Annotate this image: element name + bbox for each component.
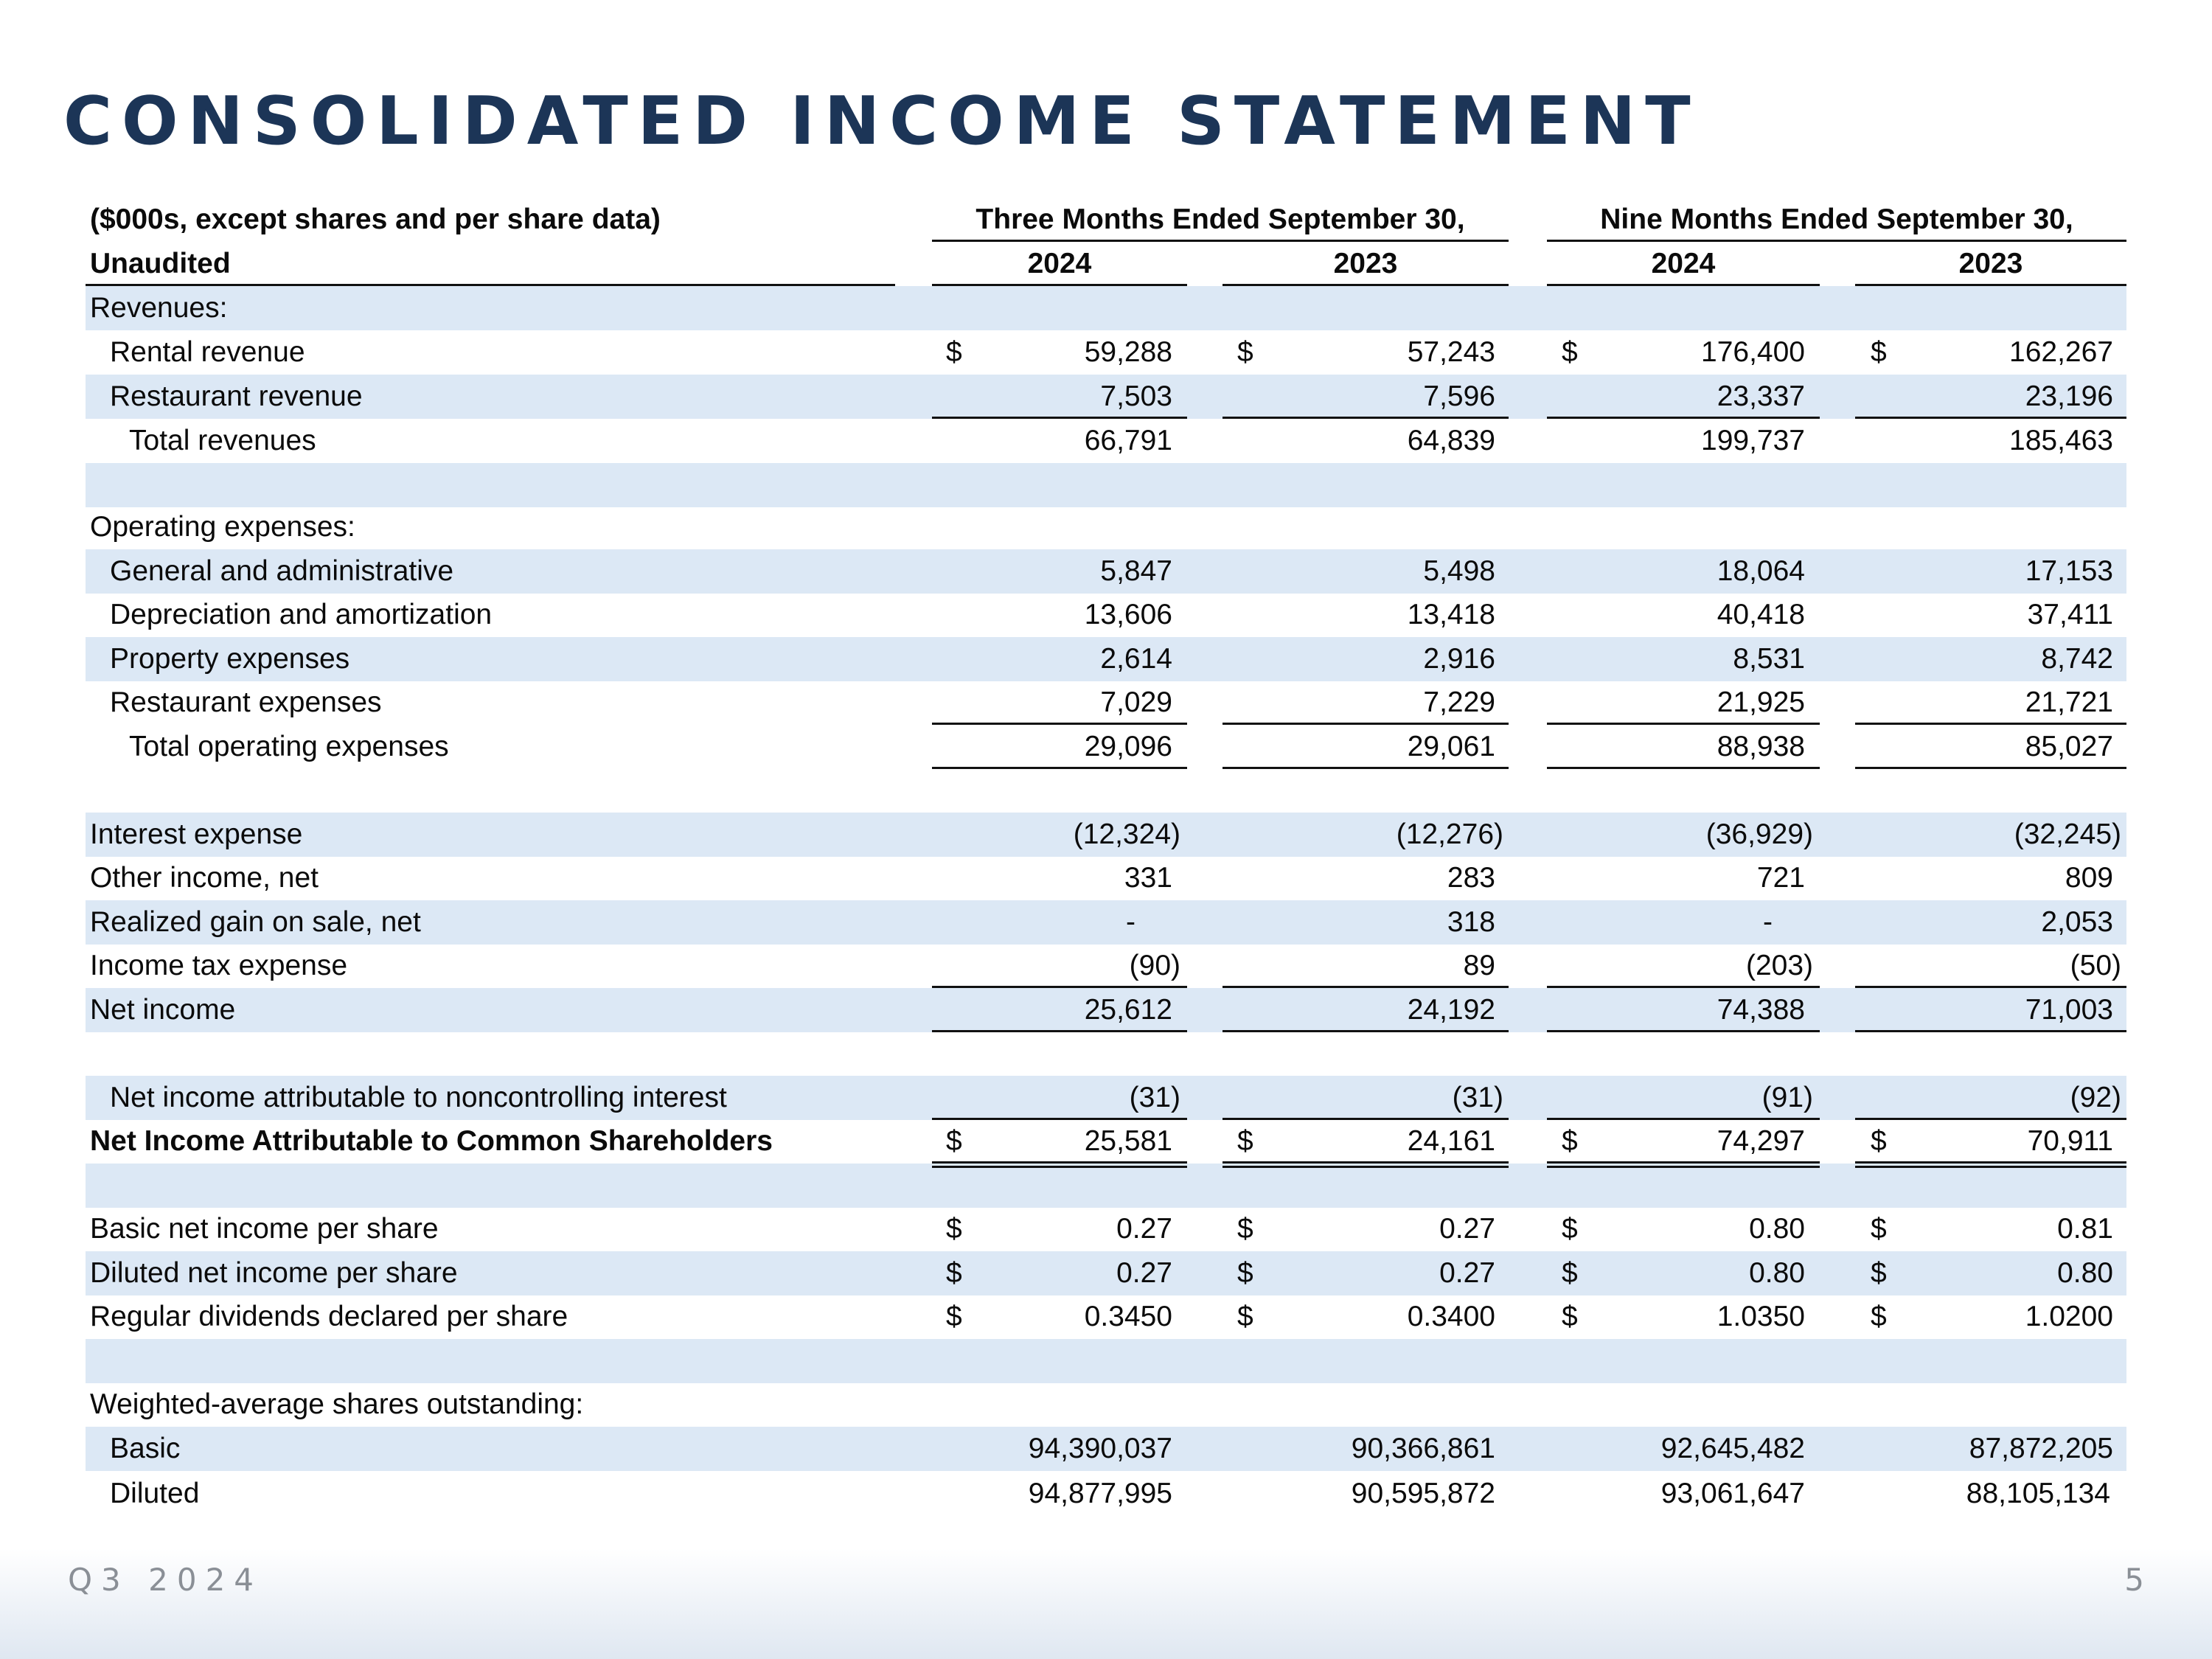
value-q3-2024: 0.27 — [1116, 1257, 1172, 1289]
total-rule — [932, 1030, 1187, 1032]
value-q3-2023: 318 — [1447, 906, 1495, 938]
header-rule — [932, 284, 1187, 286]
value-q3-2024: 7,029 — [1100, 686, 1172, 718]
year-header-q3-2024: 2024 — [1027, 248, 1092, 279]
subtotal-rule — [932, 417, 1187, 419]
value-q3-2023: 0.3400 — [1407, 1301, 1495, 1332]
value-ytd-2023: 809 — [2065, 862, 2113, 894]
value-ytd-2024: 93,061,647 — [1660, 1478, 1805, 1509]
grand-total-rule — [1855, 1161, 2126, 1168]
year-header-ytd-2023: 2023 — [1958, 248, 2023, 279]
value-q3-2024: 2,614 — [1100, 643, 1172, 675]
value-q3-2024: 331 — [1124, 862, 1172, 894]
value-ytd-2023: 1.0200 — [2025, 1301, 2113, 1332]
value-ytd-2023: 23,196 — [2025, 380, 2113, 412]
row-label: Income tax expense — [90, 950, 348, 981]
currency-symbol: $ — [1871, 336, 1887, 368]
value-q3-2024: (31) — [1129, 1082, 1180, 1113]
row-label: Net income attributable to noncontrolling interest — [110, 1082, 727, 1113]
value-ytd-2023: (32,245) — [2014, 818, 2121, 850]
value-q3-2024: 5,847 — [1100, 555, 1172, 587]
subtotal-rule — [932, 1118, 1187, 1120]
row-label: Total revenues — [129, 425, 316, 456]
value-ytd-2023: 17,153 — [2025, 555, 2113, 587]
units-note: ($000s, except shares and per share data) — [90, 204, 661, 235]
subtotal-rule — [1222, 986, 1509, 988]
subtotal-rule — [1547, 723, 1820, 725]
currency-symbol: $ — [1871, 1213, 1887, 1245]
currency-symbol: $ — [1237, 1301, 1253, 1332]
value-ytd-2023: 87,872,205 — [1969, 1433, 2113, 1464]
value-ytd-2023: 162,267 — [2009, 336, 2113, 368]
subtotal-rule — [1547, 417, 1820, 419]
value-q3-2024: (90) — [1129, 950, 1180, 981]
value-q3-2023: 64,839 — [1407, 425, 1495, 456]
currency-symbol: $ — [1562, 1301, 1578, 1332]
row-label: Restaurant expenses — [110, 686, 382, 718]
footer-period: Q3 2024 — [68, 1562, 263, 1598]
total-rule — [1222, 767, 1509, 769]
value-q3-2023: 13,418 — [1407, 599, 1495, 630]
row-label: General and administrative — [110, 555, 454, 587]
value-q3-2023: 283 — [1447, 862, 1495, 894]
value-ytd-2024: 721 — [1756, 862, 1805, 894]
row-label: Restaurant revenue — [110, 380, 363, 412]
value-ytd-2023: 0.81 — [2057, 1213, 2113, 1245]
value-ytd-2023: 21,721 — [2025, 686, 2113, 718]
value-ytd-2024: 0.80 — [1749, 1213, 1805, 1245]
total-rule — [932, 767, 1187, 769]
total-rule — [1855, 1030, 2126, 1032]
value-ytd-2023: 88,105,134 — [1966, 1478, 2110, 1509]
value-q3-2023: 7,596 — [1423, 380, 1495, 412]
row-label: Diluted — [110, 1478, 200, 1509]
value-ytd-2024: 176,400 — [1701, 336, 1805, 368]
value-ytd-2023: 0.80 — [2057, 1257, 2113, 1289]
value-ytd-2024: 1.0350 — [1717, 1301, 1805, 1332]
row-label: Regular dividends declared per share — [90, 1301, 568, 1332]
subtotal-rule — [1222, 1118, 1509, 1120]
subtotal-rule — [1547, 986, 1820, 988]
value-ytd-2023: 2,053 — [2041, 906, 2113, 938]
currency-symbol: $ — [946, 336, 962, 368]
subtotal-rule — [1855, 723, 2126, 725]
currency-symbol: $ — [1237, 1125, 1253, 1157]
row-label: Total operating expenses — [129, 731, 449, 762]
row-label: Basic — [110, 1433, 181, 1464]
header-rule — [1547, 240, 2126, 242]
value-ytd-2024: 23,337 — [1717, 380, 1805, 412]
three-months-header: Three Months Ended September 30, — [975, 204, 1465, 235]
currency-symbol: $ — [1871, 1125, 1887, 1157]
row-label: Net income — [90, 994, 236, 1026]
currency-symbol: $ — [946, 1125, 962, 1157]
currency-symbol: $ — [1871, 1301, 1887, 1332]
value-q3-2023: 29,061 — [1407, 731, 1495, 762]
subtotal-rule — [932, 986, 1187, 988]
subtotal-rule — [932, 723, 1187, 725]
value-ytd-2024: 0.80 — [1749, 1257, 1805, 1289]
value-ytd-2024: 74,297 — [1717, 1125, 1805, 1157]
value-ytd-2024: 21,925 — [1717, 686, 1805, 718]
value-q3-2024: 66,791 — [1084, 425, 1172, 456]
value-ytd-2024: 88,938 — [1717, 731, 1805, 762]
currency-symbol: $ — [946, 1257, 962, 1289]
income-statement-table — [0, 198, 2212, 1525]
row-label: Realized gain on sale, net — [90, 906, 421, 938]
page-number: 5 — [2124, 1562, 2144, 1598]
value-q3-2024: - — [1126, 906, 1135, 938]
value-q3-2023: 89 — [1463, 950, 1495, 981]
value-ytd-2024: (91) — [1761, 1082, 1813, 1113]
value-q3-2024: 7,503 — [1100, 380, 1172, 412]
value-q3-2023: 57,243 — [1407, 336, 1495, 368]
currency-symbol: $ — [1237, 336, 1253, 368]
currency-symbol: $ — [946, 1301, 962, 1332]
year-header-q3-2023: 2023 — [1333, 248, 1398, 279]
row-label: Depreciation and amortization — [110, 599, 493, 630]
value-ytd-2024: 92,645,482 — [1660, 1433, 1805, 1464]
grand-total-rule — [932, 1161, 1187, 1168]
footer-band — [0, 1548, 2212, 1659]
value-q3-2023: (31) — [1452, 1082, 1503, 1113]
value-ytd-2023: (50) — [2070, 950, 2121, 981]
value-q3-2023: 0.27 — [1439, 1213, 1495, 1245]
currency-symbol: $ — [1562, 336, 1578, 368]
grand-total-rule — [1222, 1161, 1509, 1168]
value-q3-2024: 59,288 — [1084, 336, 1172, 368]
currency-symbol: $ — [946, 1213, 962, 1245]
value-q3-2023: 7,229 — [1423, 686, 1495, 718]
value-q3-2023: 24,161 — [1407, 1125, 1495, 1157]
value-q3-2024: 29,096 — [1084, 731, 1172, 762]
value-q3-2024: 94,877,995 — [1028, 1478, 1172, 1509]
total-rule — [1547, 1030, 1820, 1032]
subtotal-rule — [1222, 723, 1509, 725]
value-ytd-2024: 8,531 — [1733, 643, 1805, 675]
row-label: Weighted-average shares outstanding: — [90, 1388, 584, 1420]
value-q3-2023: 5,498 — [1423, 555, 1495, 587]
row-band — [86, 1339, 2126, 1383]
value-q3-2023: 24,192 — [1407, 994, 1495, 1026]
subtotal-rule — [1222, 417, 1509, 419]
currency-symbol: $ — [1562, 1257, 1578, 1289]
currency-symbol: $ — [1562, 1213, 1578, 1245]
value-q3-2024: 13,606 — [1084, 599, 1172, 630]
row-band — [86, 463, 2126, 507]
subtotal-rule — [1547, 1118, 1820, 1120]
value-ytd-2023: 70,911 — [2027, 1125, 2113, 1157]
header-rule — [1547, 284, 1820, 286]
row-label: Operating expenses: — [90, 511, 355, 543]
total-rule — [1547, 767, 1820, 769]
total-rule — [1855, 767, 2126, 769]
value-q3-2024: 25,612 — [1084, 994, 1172, 1026]
header-rule — [1222, 284, 1509, 286]
row-label: Interest expense — [90, 818, 303, 850]
currency-symbol: $ — [1562, 1125, 1578, 1157]
unaudited-label: Unaudited — [90, 248, 231, 279]
value-ytd-2024: 40,418 — [1717, 599, 1805, 630]
value-ytd-2024: (36,929) — [1705, 818, 1813, 850]
row-label: Basic net income per share — [90, 1213, 439, 1245]
value-q3-2023: (12,276) — [1396, 818, 1503, 850]
value-ytd-2023: 85,027 — [2025, 731, 2113, 762]
value-q3-2023: 0.27 — [1439, 1257, 1495, 1289]
value-q3-2023: 90,366,861 — [1351, 1433, 1495, 1464]
row-label: Diluted net income per share — [90, 1257, 458, 1289]
currency-symbol: $ — [1237, 1257, 1253, 1289]
subtotal-rule — [1855, 1118, 2126, 1120]
row-label: Net Income Attributable to Common Shareholders — [90, 1125, 773, 1157]
subtotal-rule — [1855, 986, 2126, 988]
value-ytd-2023: 8,742 — [2041, 643, 2113, 675]
header-rule — [932, 240, 1509, 242]
value-q3-2024: 25,581 — [1084, 1125, 1172, 1157]
grand-total-rule — [1547, 1161, 1820, 1168]
row-band — [86, 286, 2126, 330]
value-q3-2024: 94,390,037 — [1028, 1433, 1172, 1464]
value-ytd-2024: 199,737 — [1701, 425, 1805, 456]
row-label: Rental revenue — [110, 336, 305, 368]
currency-symbol: $ — [1237, 1213, 1253, 1245]
value-ytd-2024: 18,064 — [1717, 555, 1805, 587]
value-ytd-2023: 185,463 — [2009, 425, 2113, 456]
currency-symbol: $ — [1871, 1257, 1887, 1289]
value-q3-2024: 0.27 — [1116, 1213, 1172, 1245]
row-band — [86, 1164, 2126, 1208]
value-ytd-2023: 71,003 — [2025, 994, 2113, 1026]
year-header-ytd-2024: 2024 — [1651, 248, 1716, 279]
total-rule — [1222, 1030, 1509, 1032]
row-label: Revenues: — [90, 292, 228, 324]
row-label: Other income, net — [90, 862, 319, 894]
value-ytd-2024: (203) — [1745, 950, 1813, 981]
value-ytd-2024: 74,388 — [1717, 994, 1805, 1026]
value-q3-2024: (12,324) — [1073, 818, 1180, 850]
value-q3-2023: 2,916 — [1423, 643, 1495, 675]
value-ytd-2023: 37,411 — [2027, 599, 2113, 630]
value-q3-2023: 90,595,872 — [1351, 1478, 1495, 1509]
header-rule — [1855, 284, 2126, 286]
value-q3-2024: 0.3450 — [1084, 1301, 1172, 1332]
row-label: Property expenses — [110, 643, 350, 675]
value-ytd-2024: - — [1763, 906, 1773, 938]
subtotal-rule — [1855, 417, 2126, 419]
page-title: CONSOLIDATED INCOME STATEMENT — [63, 83, 1700, 160]
value-ytd-2023: (92) — [2070, 1082, 2121, 1113]
nine-months-header: Nine Months Ended September 30, — [1600, 204, 2073, 235]
